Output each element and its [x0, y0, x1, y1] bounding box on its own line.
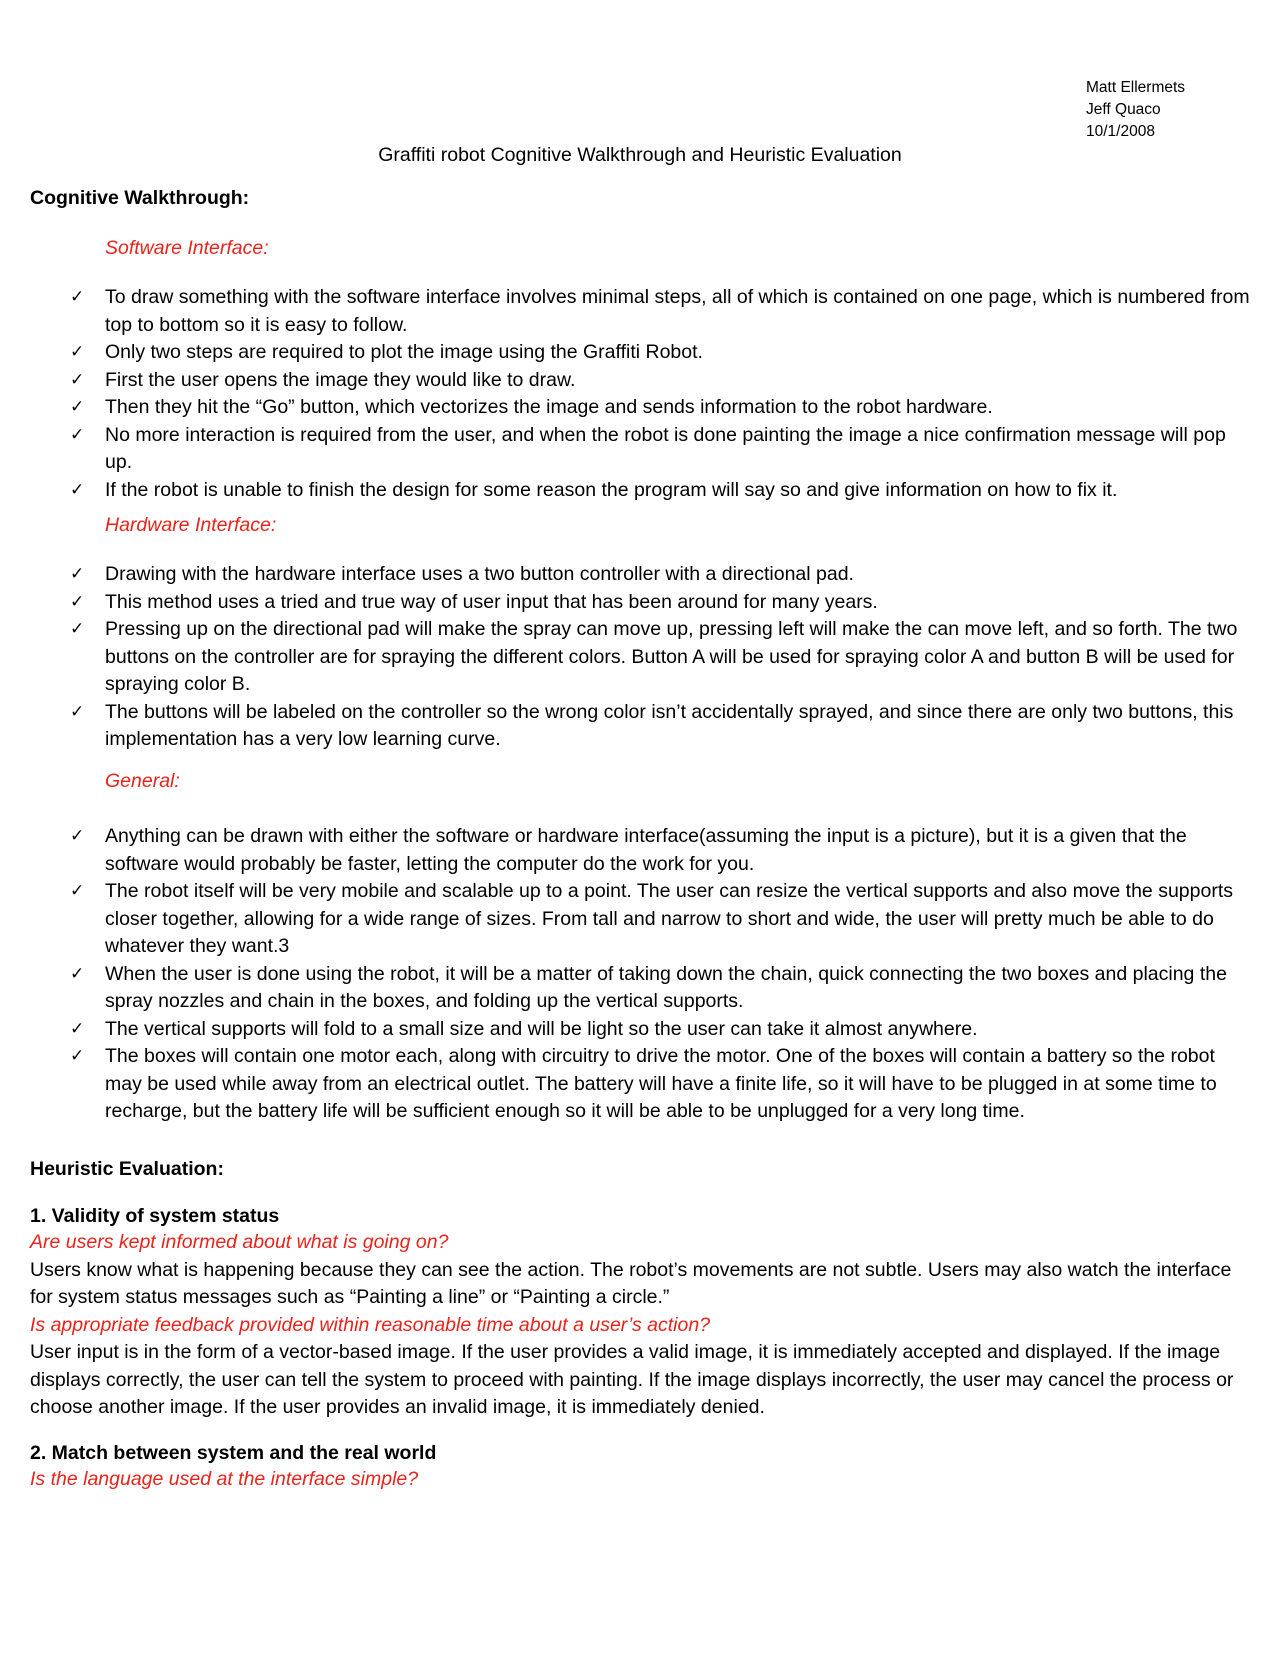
list-item: ✓ Then they hit the “Go” button, which vectorizes the image and sends information to the robot hardware.: [0, 394, 1250, 422]
check-icon: ✓: [70, 424, 85, 445]
section-1-body: [30, 1229, 1252, 1422]
software-interface-list: [0, 284, 1250, 504]
check-icon: ✓: [70, 1018, 85, 1039]
hardware-interface-list: [0, 561, 1250, 754]
author-name-2: Jeff Quaco: [1086, 101, 1161, 118]
general-list: [0, 823, 1250, 1126]
check-icon: ✓: [70, 619, 85, 639]
list-item: ✓ If the robot is unable to finish the design for some reason the program will say so and give information on how to fix it.: [0, 477, 1250, 505]
list-item: ✓ When the user is done using the robot, it will be a matter of taking down the chain, quick connecting the two boxes and placing the spray nozzles and chain in the boxes, and folding up the vertical supports.: [70, 962, 1227, 1012]
check-icon: ✓: [70, 564, 85, 584]
section-1-title: 1. Validity of system status: [30, 1205, 280, 1227]
check-icon: ✓: [70, 963, 85, 984]
check-icon: ✓: [70, 342, 85, 362]
section-2-question-1: Is the language used at the interface simple?: [30, 1468, 419, 1490]
check-icon: ✓: [70, 397, 85, 417]
list-item: ✓ Only two steps are required to plot the image using the Graffiti Robot.: [0, 339, 1250, 367]
list-item: ✓ Anything can be drawn with either the software or hardware interface(assuming the input is a picture), but it is a given that the software would probably be faster, letting the computer do the work for you.: [70, 825, 1187, 875]
section-2-body: [30, 1466, 1252, 1494]
list-item: ✓ The boxes will contain one motor each, along with circuitry to drive the motor. One of the boxes will contain a battery so the robot may be used while away from an electrical outlet. The battery will have a finite life, so it will have to be plugged in at some time to recharge, but the battery life will be sufficient enough so it will be able to be unplugged for a very long time.: [70, 1045, 1217, 1122]
section-1-question-1: Are users kept informed about what is going on?: [30, 1231, 449, 1253]
section-1-answer-1: Users know what is happening because they can see the action. The robot’s movements are not subtle. Users may also watch the interface for system status messages such as “Painting a line” or “Painting a circle.”: [30, 1258, 1232, 1308]
general-label: General:: [105, 770, 180, 792]
list-item: ✓ This method uses a tried and true way of user input that has been around for many years.: [0, 589, 1250, 617]
check-icon: ✓: [70, 479, 85, 500]
list-item: ✓ First the user opens the image they would like to draw.: [0, 367, 1250, 395]
list-item: ✓ No more interaction is required from the user, and when the robot is done painting the image a nice confirmation message will pop up.: [70, 423, 1226, 473]
section-1-question-2: Is appropriate feedback provided within reasonable time about a user’s action?: [30, 1313, 711, 1336]
list-item: ✓ To draw something with the software interface involves minimal steps, all of which is contained on one page, which is numbered from top to bottom so it is easy to follow.: [70, 286, 1250, 336]
author-block: [1086, 77, 1185, 143]
check-icon: ✓: [70, 591, 85, 612]
document-date: 10/1/2008: [1086, 123, 1155, 140]
check-icon: ✓: [70, 701, 85, 722]
software-interface-label: Software Interface:: [105, 237, 269, 259]
heuristic-evaluation-heading: Heuristic Evaluation:: [30, 1158, 224, 1180]
section-1-answer-2: User input is in the form of a vector-based image. If the user provides a valid image, it is immediately accepted and displayed. If the image displays correctly, the user can tell the system to proceed with painting. If the image displays incorrectly, the user may cancel the process or choose another image. If the user provides an invalid image, it is immediately denied.: [30, 1341, 1234, 1418]
check-icon: ✓: [70, 287, 85, 307]
hardware-interface-label: Hardware Interface:: [105, 514, 277, 536]
check-icon: ✓: [70, 1046, 85, 1066]
list-item: ✓ The robot itself will be very mobile and scalable up to a point. The user can resize the vertical supports and also move the supports closer together, allowing for a wide range of sizes. From tall and narrow to short and wide, the user will pretty much be able to do whatever they want.3: [70, 880, 1233, 957]
cognitive-walkthrough-heading: Cognitive Walkthrough:: [30, 187, 250, 209]
check-icon: ✓: [70, 826, 85, 846]
author-name-1: Matt Ellermets: [1086, 79, 1186, 96]
section-2-title: 2. Match between system and the real world: [30, 1442, 437, 1464]
list-item: ✓ Pressing up on the directional pad will make the spray can move up, pressing left will make the can move left, and so forth. The two buttons on the controller are for spraying the different colors. Button A will be used for spraying color A and button B will be used for spraying color B.: [70, 618, 1238, 695]
list-item: ✓ The buttons will be labeled on the controller so the wrong color isn’t accidentally sprayed, and since there are only two buttons, this implementation has a very low learning curve.: [70, 700, 1234, 750]
list-item: ✓ The vertical supports will fold to a small size and will be light so the user can take it almost anywhere.: [0, 1016, 1250, 1044]
check-icon: ✓: [70, 881, 85, 901]
list-item: ✓ Drawing with the hardware interface uses a two button controller with a directional pad.: [0, 561, 1250, 589]
check-icon: ✓: [70, 369, 85, 390]
page-title: Graffiti robot Cognitive Walkthrough and Heuristic Evaluation: [378, 144, 902, 166]
